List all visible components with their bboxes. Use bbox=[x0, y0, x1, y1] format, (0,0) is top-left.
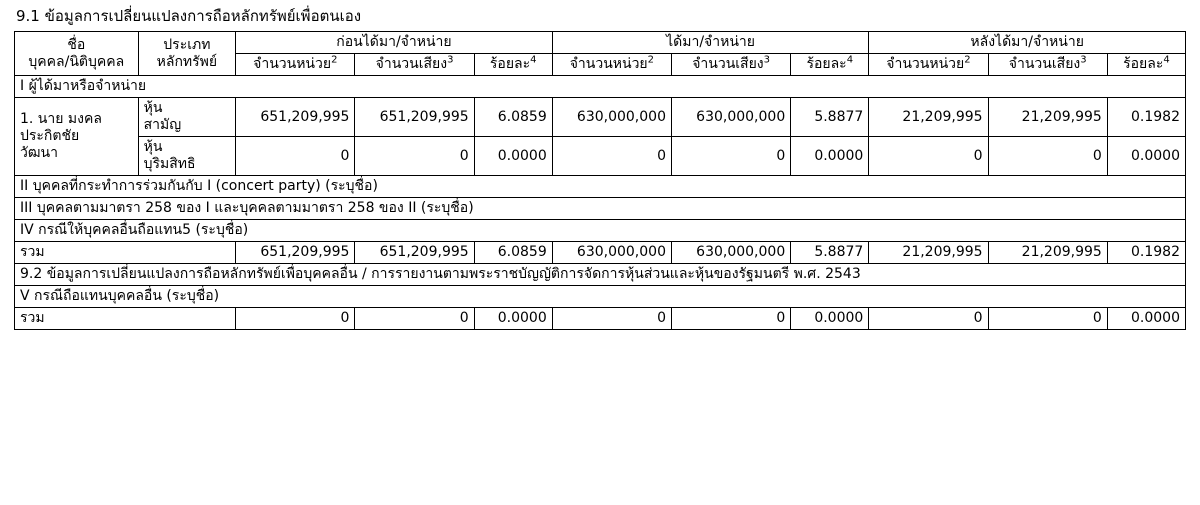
header-group-acquired: ได้มา/จำหน่าย bbox=[552, 32, 869, 54]
header-before-percent bbox=[474, 54, 552, 76]
header-before-percent-sup: 4 bbox=[530, 54, 537, 66]
header-after-votes bbox=[988, 54, 1107, 76]
security-type-preferred bbox=[138, 137, 236, 176]
row-label-V: V กรณีถือแทนบุคคลอื่น (ระบุชื่อ) bbox=[15, 286, 1186, 308]
common-before-units: 651,209,995 bbox=[236, 98, 355, 137]
header-acq-units-sup: 2 bbox=[647, 54, 655, 66]
total-2-acq-percent: 0.0000 bbox=[791, 308, 869, 330]
security-type-preferred-line2: บุริมสิทธิ bbox=[143, 156, 196, 172]
header-after-units-text: จำนวนหน่วย bbox=[886, 56, 965, 72]
common-before-percent: 6.0859 bbox=[474, 98, 552, 137]
common-after-percent: 0.1982 bbox=[1107, 98, 1185, 137]
header-before-votes-sup: 3 bbox=[447, 54, 454, 66]
table-row-total-2 bbox=[15, 308, 1186, 330]
common-after-units: 21,209,995 bbox=[869, 98, 988, 137]
header-acq-votes-text: จำนวนเสียง bbox=[692, 56, 764, 72]
total-1-after-votes: 21,209,995 bbox=[988, 242, 1107, 264]
table-row-total-1 bbox=[15, 242, 1186, 264]
header-after-percent-text: ร้อยละ bbox=[1123, 56, 1164, 72]
header-acq-percent bbox=[791, 54, 869, 76]
header-group-after: หลังได้มา/จำหน่าย bbox=[869, 32, 1186, 54]
total-1-acq-votes: 630,000,000 bbox=[671, 242, 790, 264]
preferred-before-units: 0 bbox=[236, 137, 355, 176]
total-1-before-units: 651,209,995 bbox=[236, 242, 355, 264]
header-security-type-line2: หลักทรัพย์ bbox=[156, 53, 218, 70]
total-1-acq-units: 630,000,000 bbox=[552, 242, 671, 264]
person-1-name bbox=[15, 98, 139, 176]
security-type-common-line1: หุ้น bbox=[143, 100, 163, 116]
common-before-votes: 651,209,995 bbox=[355, 98, 474, 137]
header-person-name bbox=[15, 32, 139, 76]
header-group-before: ก่อนได้มา/จำหน่าย bbox=[236, 32, 553, 54]
person-1-name-line3: วัฒนา bbox=[20, 145, 58, 161]
row-label-I: I ผู้ได้มาหรือจำหน่าย bbox=[15, 76, 1186, 98]
common-acq-votes: 630,000,000 bbox=[671, 98, 790, 137]
total-1-label: รวม bbox=[15, 242, 236, 264]
header-after-units-sup: 2 bbox=[964, 54, 971, 66]
total-2-after-units: 0 bbox=[869, 308, 988, 330]
total-1-after-units: 21,209,995 bbox=[869, 242, 988, 264]
header-after-percent bbox=[1107, 54, 1185, 76]
preferred-acq-votes: 0 bbox=[671, 137, 790, 176]
header-before-votes bbox=[355, 54, 474, 76]
header-after-votes-sup: 3 bbox=[1080, 54, 1087, 66]
header-person-name-line1: ชื่อ bbox=[67, 36, 86, 53]
security-type-common bbox=[138, 98, 236, 137]
total-2-before-percent: 0.0000 bbox=[474, 308, 552, 330]
table-row-section-III bbox=[15, 198, 1186, 220]
header-person-name-line2: บุคคล/นิติบุคคล bbox=[28, 53, 125, 70]
total-2-after-percent: 0.0000 bbox=[1107, 308, 1185, 330]
row-label-III: III บุคคลตามมาตรา 258 ของ I และบุคคลตามมาตรา 258 ของ II (ระบุชื่อ) bbox=[15, 198, 1186, 220]
preferred-after-votes: 0 bbox=[988, 137, 1107, 176]
table-row-person-1-common bbox=[15, 98, 1186, 137]
table-row-section-9-2-heading bbox=[15, 264, 1186, 286]
total-1-after-percent: 0.1982 bbox=[1107, 242, 1185, 264]
header-before-units bbox=[236, 54, 355, 76]
header-after-units bbox=[869, 54, 988, 76]
header-acq-votes bbox=[671, 54, 790, 76]
header-before-votes-text: จำนวนเสียง bbox=[375, 56, 448, 72]
header-after-percent-sup: 4 bbox=[1163, 54, 1170, 66]
section-9-1-heading: 9.1 ข้อมูลการเปลี่ยนแปลงการถือหลักทรัพย์เพื่อตนเอง bbox=[16, 7, 362, 25]
total-1-before-votes: 651,209,995 bbox=[355, 242, 474, 264]
header-before-units-text: จำนวนหน่วย bbox=[253, 56, 332, 72]
row-label-II: II บุคคลที่กระทำการร่วมกันกับ I (concert party) (ระบุชื่อ) bbox=[15, 176, 1186, 198]
header-acq-percent-sup: 4 bbox=[846, 54, 854, 66]
header-acq-units bbox=[552, 54, 671, 76]
total-2-acq-votes: 0 bbox=[671, 308, 790, 330]
preferred-before-votes: 0 bbox=[355, 137, 474, 176]
preferred-acq-units: 0 bbox=[552, 137, 671, 176]
header-before-units-sup: 2 bbox=[331, 54, 338, 66]
person-1-name-line2: ประกิตชัย bbox=[20, 128, 80, 144]
preferred-before-percent: 0.0000 bbox=[474, 137, 552, 176]
preferred-acq-percent: 0.0000 bbox=[791, 137, 869, 176]
security-type-preferred-line1: หุ้น bbox=[143, 139, 163, 155]
person-1-name-line1: 1. นาย มงคล bbox=[20, 111, 102, 127]
header-acq-votes-sup: 3 bbox=[763, 54, 771, 66]
common-acq-percent: 5.8877 bbox=[791, 98, 869, 137]
preferred-after-percent: 0.0000 bbox=[1107, 137, 1185, 176]
common-acq-units: 630,000,000 bbox=[552, 98, 671, 137]
total-2-before-votes: 0 bbox=[355, 308, 474, 330]
total-2-before-units: 0 bbox=[236, 308, 355, 330]
securities-holding-table bbox=[14, 31, 1186, 330]
table-row-person-1-preferred bbox=[15, 137, 1186, 176]
total-2-after-votes: 0 bbox=[988, 308, 1107, 330]
security-type-common-line2: สามัญ bbox=[143, 117, 182, 133]
header-acq-percent-text: ร้อยละ bbox=[806, 56, 847, 72]
common-after-votes: 21,209,995 bbox=[988, 98, 1107, 137]
table-row-section-IV bbox=[15, 220, 1186, 242]
table-row-section-V bbox=[15, 286, 1186, 308]
header-security-type bbox=[138, 32, 236, 76]
preferred-after-units: 0 bbox=[869, 137, 988, 176]
total-2-acq-units: 0 bbox=[552, 308, 671, 330]
total-1-acq-percent: 5.8877 bbox=[791, 242, 869, 264]
section-9-2-heading: 9.2 ข้อมูลการเปลี่ยนแปลงการถือหลักทรัพย์เพื่อบุคคลอื่น / การรายงานตามพระราชบัญญัติการจัดการหุ้นส่วนและหุ้นของรัฐมนตรี พ.ศ. 2543 bbox=[15, 264, 1186, 286]
row-label-IV: IV กรณีให้บุคคลอื่นถือแทน5 (ระบุชื่อ) bbox=[15, 220, 1186, 242]
total-2-label: รวม bbox=[15, 308, 236, 330]
header-after-votes-text: จำนวนเสียง bbox=[1008, 56, 1081, 72]
header-security-type-line1: ประเภท bbox=[163, 36, 211, 53]
table-header-row-1 bbox=[15, 32, 1186, 54]
table-row-section-I bbox=[15, 76, 1186, 98]
table-row-section-II bbox=[15, 176, 1186, 198]
total-1-before-percent: 6.0859 bbox=[474, 242, 552, 264]
header-acq-units-text: จำนวนหน่วย bbox=[569, 56, 648, 72]
header-before-percent-text: ร้อยละ bbox=[489, 56, 531, 72]
